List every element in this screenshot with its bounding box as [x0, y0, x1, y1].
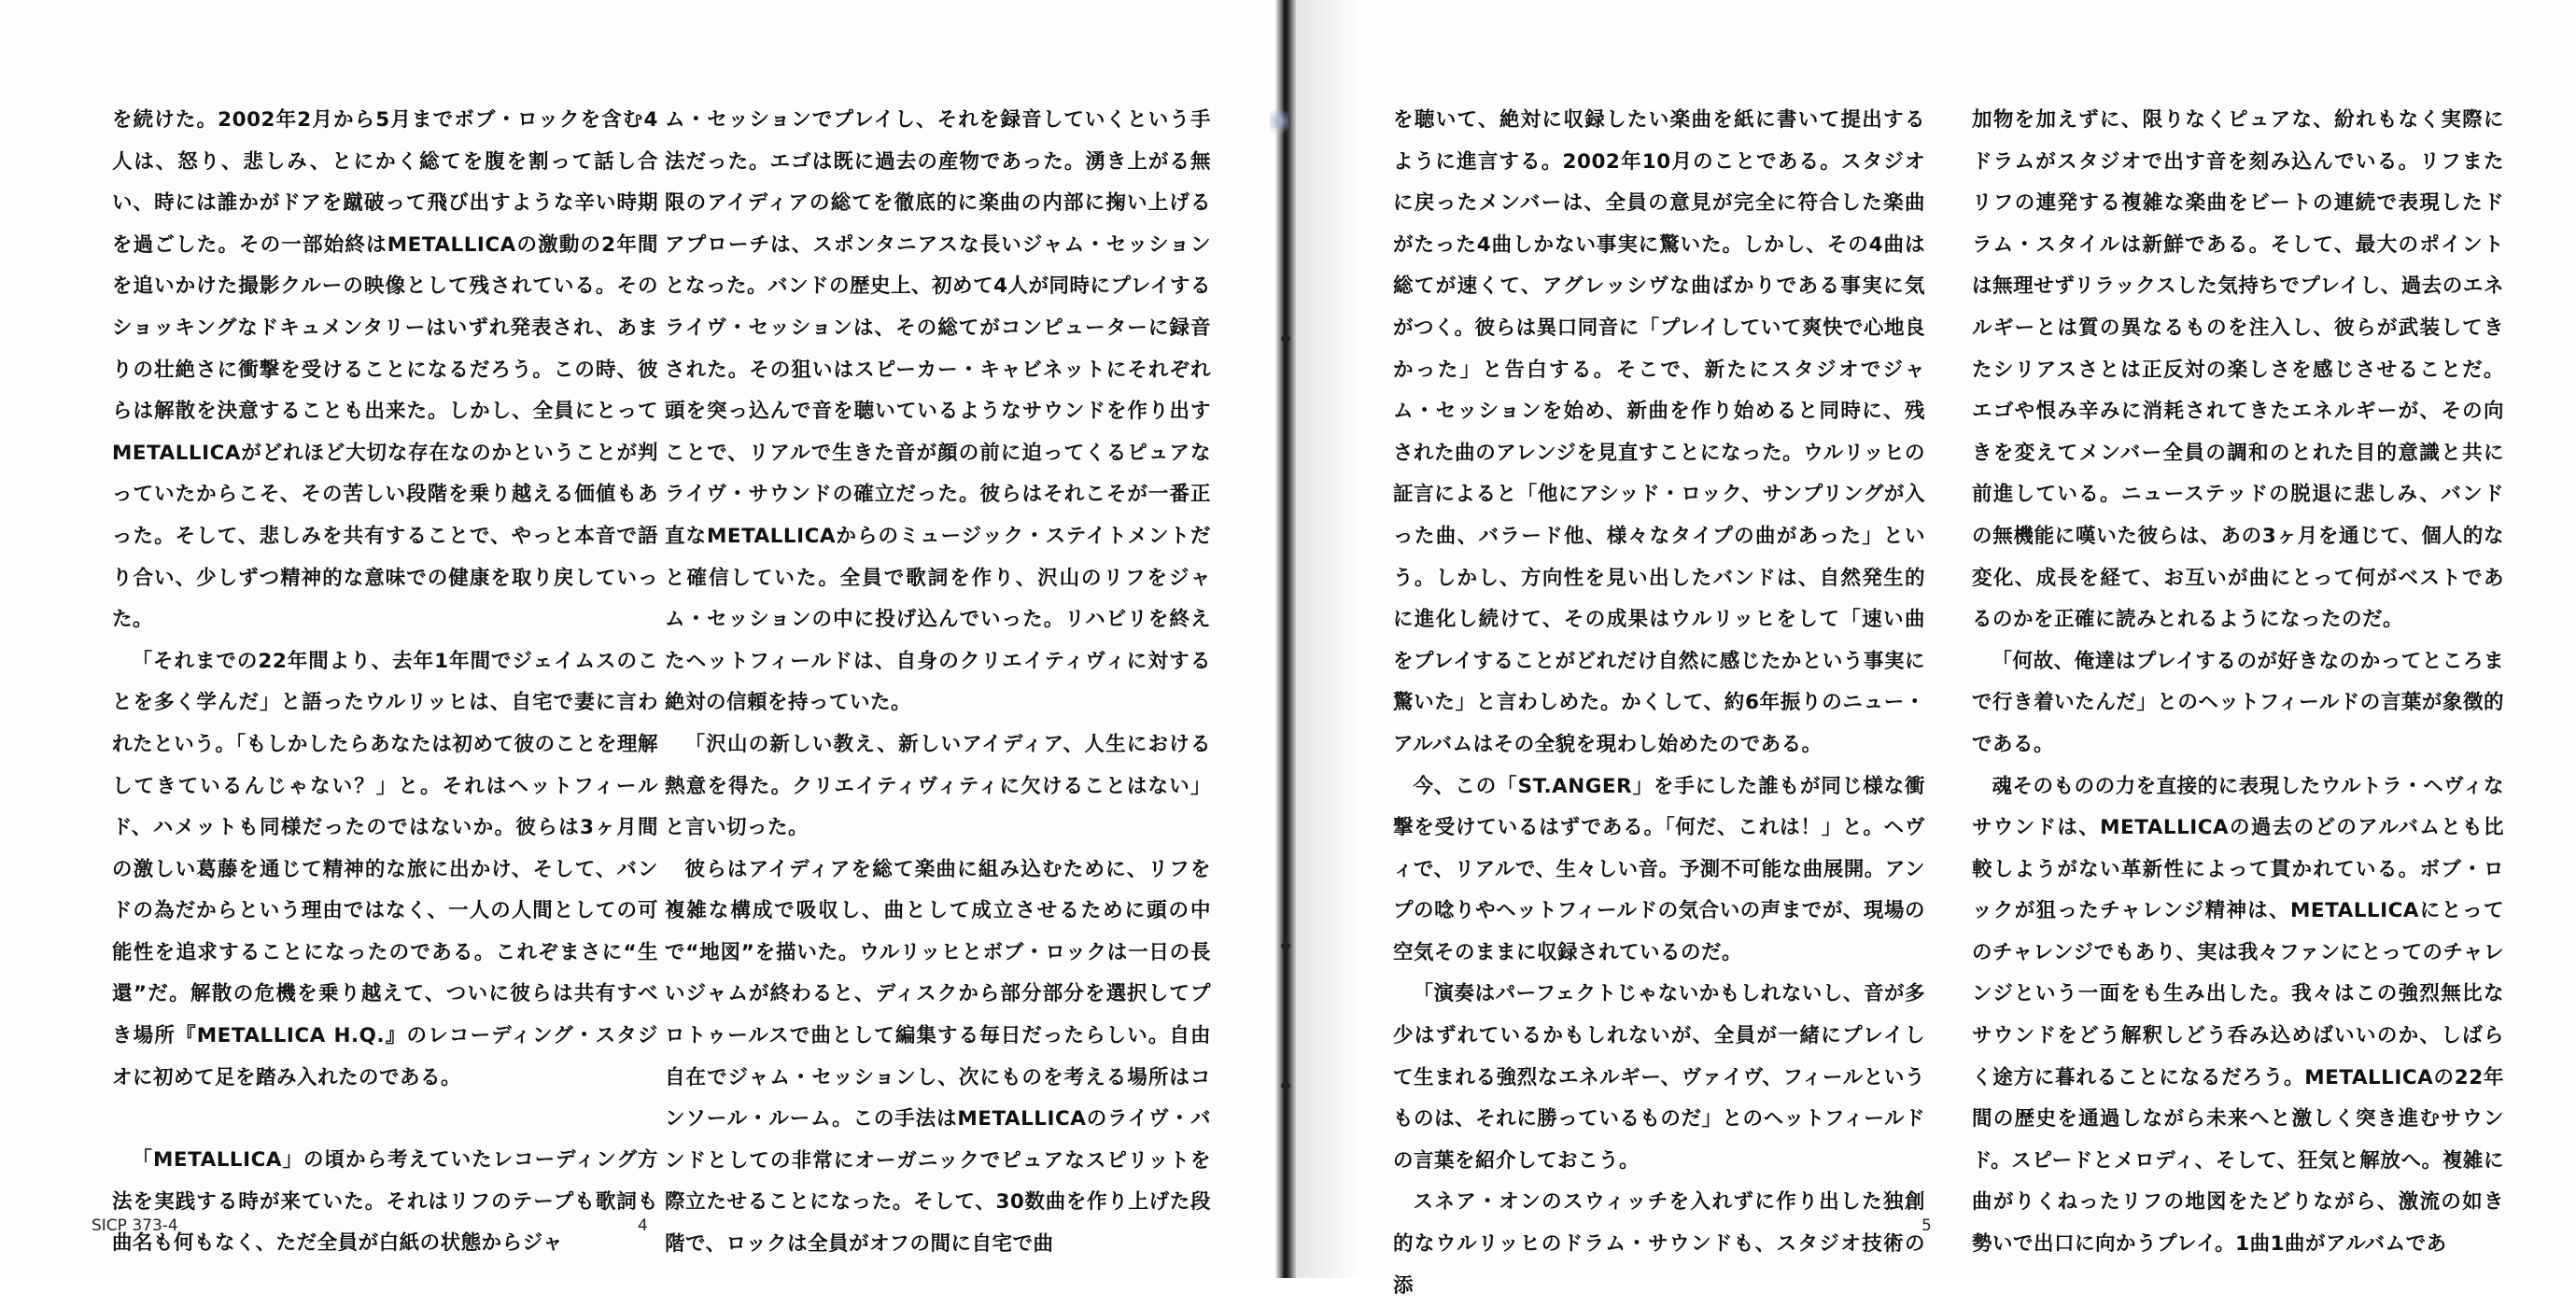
binding-stitch	[1281, 336, 1290, 342]
paragraph: スネア・オンのスウィッチを入れずに作り出した独創的なウルリッヒのドラム・サウンドも、スタジオ技術の添	[1393, 1190, 1925, 1298]
paragraph: を続けた。2002年2月から5月までボブ・ロックを含む4人は、怒り、悲しみ、とにかく総てを腹を割って話し合い、時には誰かがドアを蹴破って飛び出すような辛い時期を過ごした。その一部始終はMETALLICAの激動の2年間を追いかけた撮影クルーの映像として残されている。そのショッキングなドキュメンタリーはいずれ発表され、あまりの壮絶さに衝撃を受けることになるだろう。この時、彼らは解散を決意することも出来た。しかし、全員にとってMETALLICAがどれほど大切な存在なのかということが判っていたからこそ、その苦しい段階を乗り越える価値もあった。そして、悲しみを共有することで、やっと本音で語り合い、少しずつ精神的な意味での健康を取り戻していった。	[112, 108, 658, 632]
binding-stitch	[1281, 1083, 1290, 1089]
page-number-left: 4	[638, 1216, 648, 1235]
left-page	[0, 0, 1284, 1278]
catalog-number: SICP 373-4	[91, 1216, 178, 1235]
paragraph: 「METALLICA」の頃から考えていたレコーディング方法を実践する時が来ていた。それはリフのテープも歌詞も曲名も何もなく、ただ全員が白紙の状態からジャ	[112, 1148, 658, 1256]
gutter-shadow	[1296, 0, 1361, 1278]
paragraph: 「演奏はパーフェクトじゃないかもしれないし、音が多少はずれているかもしれないが、全員が一緒にプレイして生まれる強烈なエネルギー、ヴァイヴ、フィールというものは、それに勝っているものだ」とのヘットフィールドの言葉を紹介しておこう。	[1393, 982, 1925, 1173]
ink-smudge	[1270, 105, 1288, 138]
text-column-3	[1393, 100, 1925, 1307]
paragraph: を聴いて、絶対に収録したい楽曲を紙に書いて提出するように進言する。2002年10月のことである。スタジオに戻ったメンバーは、全員の意見が完全に符合した楽曲がたった4曲しかない事実に驚いた。しかし、その4曲は総てが速くて、アグレッシヴな曲ばかりである事実に気がつく。彼らは異口同音に「プレイしていて爽快で心地良かった」と告白する。そこで、新たにスタジオでジャム・セッションを始め、新曲を作り始めると同時に、残された曲のアレンジを見直すことになった。ウルリッヒの証言によると「他にアシッド・ロック、サンプリングが入った曲、バラード他、様々なタイプの曲があった」という。しかし、方向性を見い出したバンドは、自然発生的に進化し続けて、その成果はウルリッヒをして「速い曲をプレイすることがどれだけ自然に感じたかという事実に驚いた」と言わしめた。かくして、約6年振りのニュー・アルバムはその全貌を現わし始めたのである。	[1393, 108, 1925, 756]
paragraph: 今、この「ST.ANGER」を手にした誰もが同じ様な衝撃を受けているはずである。「何だ、これは！」と。ヘヴィで、リアルで、生々しい音。予測不可能な曲展開。アンプの唸りやヘットフィールドの気合いの声までが、現場の空気そのままに収録されているのだ。	[1393, 774, 1925, 964]
paragraph: 彼らはアイディアを総て楽曲に組み込むために、リフを複雑な構成で吸収し、曲として成立させるために頭の中で“地図”を描いた。ウルリッヒとボブ・ロックは一日の長いジャムが終わると、ディスクから部分部分を選択してプロトゥールスで曲として編集する毎日だったらしい。自由自在でジャム・セッションし、次にものを考える場所はコンソール・ルーム。この手法はMETALLICAのライヴ・バンドとしての非常にオーガニックでピュアなスピリットを際立たせることになった。そして、30数曲を作り上げた段階で、ロックは全員がオフの間に自宅で曲	[665, 857, 1211, 1257]
paragraph: 「何故、俺達はプレイするのが好きなのかってところまで行き着いたんだ」とのヘットフィールドの言葉が象徴的である。	[1972, 649, 2504, 756]
paragraph: 「それまでの22年間より、去年1年間でジェイムスのことを多く学んだ」と語ったウルリッヒは、自宅で妻に言われたという。「もしかしたらあなたは初めて彼のことを理解してきているんじゃない？」と。それはヘットフィールド、ハメットも同様だったのではないか。彼らは3ヶ月間の激しい葛藤を通じて精神的な旅に出かけ、そして、バンドの為だからという理由ではなく、一人の人間としての可能性を追求することになったのである。これぞまさに“生還”だ。解散の危機を乗り越えて、ついに彼らは共有すべき場所『METALLICA H.Q.』のレコーディング・スタジオに初めて足を踏み入れたのである。	[112, 649, 658, 1089]
paragraph: 「沢山の新しい教え、新しいアイディア、人生における熱意を得た。クリエイティヴィティに欠けることはない」と言い切った。	[665, 732, 1211, 840]
text-column-2	[665, 100, 1211, 1266]
paragraph: ム・セッションでプレイし、それを録音していくという手法だった。エゴは既に過去の産物であった。湧き上がる無限のアイディアの総てを徹底的に楽曲の内部に掬い上げるアプローチは、スポンタニアスな長いジャム・セッションとなった。バンドの歴史上、初めて4人が同時にプレイするライヴ・セッションは、その総てがコンピューターに録音された。その狙いはスピーカー・キャビネットにそれぞれ頭を突っ込んで音を聴いているようなサウンドを作り出すことで、リアルで生きた音が顔の前に迫ってくるピュアなライヴ・サウンドの確立だった。彼らはそれこそが一番正直なMETALLICAからのミュージック・ステイトメントだと確信していた。全員で歌詞を作り、沢山のリフをジャム・セッションの中に投げ込んでいった。リハビリを終えたヘットフィールドは、自身のクリエイティヴィに対する絶対の信頼を持っていた。	[665, 108, 1211, 715]
text-column-1	[112, 100, 658, 1265]
text-column-4	[1972, 100, 2504, 1266]
binding-stitch	[1281, 943, 1290, 949]
paragraph: 魂そのものの力を直接的に表現したウルトラ・ヘヴィなサウンドは、METALLICAの過去のどのアルバムとも比較しようがない革新性によって貫かれている。ボブ・ロックが狙ったチャレンジ精神は、METALLICAにとってのチャレンジでもあり、実は我々ファンにとってのチャレンジという一面をも生み出した。我々はこの強烈無比なサウンドをどう解釈しどう呑み込めばいいのか、しばらく途方に暮れることになるだろう。METALLICAの22年間の歴史を通過しながら未来へと激しく突き進むサウンド。スピードとメロディ、そして、狂気と解放へ。複雑に曲がりくねったリフの地図をたどりながら、激流の如き勢いで出口に向かうプレイ。1曲1曲がアルバムであ	[1972, 774, 2504, 1257]
paragraph: 加物を加えずに、限りなくピュアな、紛れもなく実際にドラムがスタジオで出す音を刻み込んでいる。リフまたリフの連発する複雑な楽曲をビートの連続で表現したドラム・スタイルは新鮮である。そして、最大のポイントは無理せずリラックスした気持ちでプレイし、過去のエネルギーとは質の異なるものを注入し、彼らが武装してきたシリアスさとは正反対の楽しさを感じさせることだ。エゴや恨み辛みに消耗されてきたエネルギーが、その向きを変えてメンバー全員の調和のとれた目的意識と共に前進している。ニューステッドの脱退に悲しみ、バンドの無機能に嘆いた彼らは、あの3ヶ月を通じて、個人的な変化、成長を経て、お互いが曲にとって何がベストであるのかを正確に読みとれるようになったのだ。	[1972, 108, 2504, 632]
page-number-right: 5	[1921, 1216, 1932, 1235]
